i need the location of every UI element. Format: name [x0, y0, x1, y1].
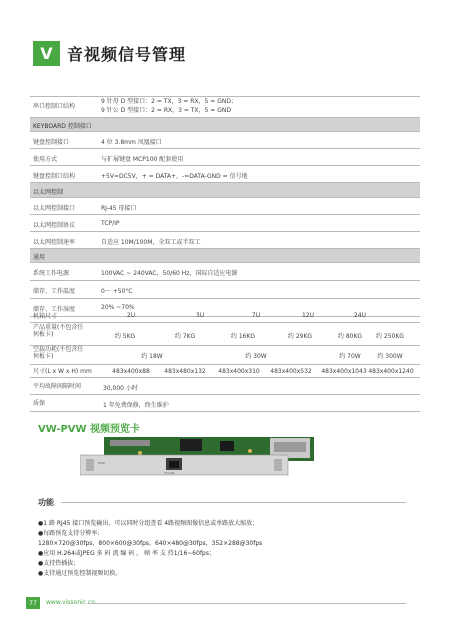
power-cell: 约 18W	[141, 353, 163, 360]
row-value: TCP/IP	[101, 220, 120, 227]
section-title: 音视频信号管理	[67, 45, 187, 64]
card-model-label: PVW	[98, 461, 105, 465]
dim-cell: 483x400x310	[218, 368, 260, 375]
feature-item: ●1 路 RJ45 接口预览输出，可以同时分组查看 4路视频图像信息或单路放大缩放；	[38, 520, 259, 527]
row-value: 0～ +50°C	[101, 288, 133, 295]
table-row-power	[30, 263, 420, 281]
footer-url[interactable]: www.vissonic.cn	[46, 599, 95, 606]
row-label: 空载功耗(不包含任何板卡)	[33, 346, 84, 360]
row-label: 键盘控制口结构	[33, 173, 76, 180]
dim-cell: 483x400x1043	[321, 368, 367, 375]
port-label: TY-LAN	[164, 471, 175, 475]
table-row-mtbf	[30, 378, 420, 395]
warranty-value: 1 年免费保修，终生维护	[103, 402, 169, 409]
band-general	[30, 249, 420, 263]
section-header	[33, 41, 186, 66]
row-label: 平均故障间隔时间	[33, 383, 82, 390]
row-label: 以太网控制接口	[33, 205, 76, 212]
row-label: 储存、工作湿度	[33, 306, 76, 313]
weight-cell: 约 7KG	[174, 333, 196, 340]
table-row-warranty	[30, 395, 420, 412]
row-value-line1: 9 针母 D 型接口：2 = TX，3 = RX，5 = GND；	[101, 98, 237, 105]
power-cell: 约 30W	[245, 353, 267, 360]
table-row-eth-port	[30, 198, 420, 215]
dim-cell: 483x400x532	[270, 368, 312, 375]
dim-cell: 483x400x1240	[368, 368, 414, 375]
weight-cell: 约 5KG	[114, 333, 136, 340]
dim-cell: 483x480x132	[164, 368, 206, 375]
feature-item: ●应用 H.264或JPEG 多 码 流 编 码 ， 帧 率 支 持1/16~60fps；	[38, 550, 215, 557]
row-value-line2: 9 针公 D 型接口：2 = RX，3 = TX，5 = GND	[101, 107, 231, 114]
table-row-idle-power	[30, 346, 420, 365]
band-label: 通用	[33, 254, 46, 261]
row-label: 使用方式	[33, 156, 58, 163]
row-value: 4 位 3.8mm 凤凰接口	[101, 139, 162, 146]
power-cell: 约 300W	[377, 353, 403, 360]
size-cell: 24U	[353, 312, 367, 319]
row-label: 以太网控制速率	[33, 239, 76, 246]
dim-cell: 483x400x88	[112, 368, 150, 375]
section-badge: V	[33, 41, 60, 66]
weight-cell: 约 80KG	[337, 333, 363, 340]
table-row-eth-rate	[30, 232, 420, 249]
table-row-temperature	[30, 281, 420, 299]
table-row-eth-protocol	[30, 215, 420, 232]
row-label: 以太网控制协议	[33, 222, 76, 229]
size-cell: 2U	[126, 312, 136, 319]
mtbf-value: 30,000 小时	[103, 385, 138, 392]
row-value: 20% ~70%	[101, 304, 135, 311]
size-cell: 7U	[251, 312, 261, 319]
table-row-keyboard-port	[30, 132, 420, 149]
row-label: 机箱尺寸	[33, 313, 58, 320]
feature-item: ●支持热插拔；	[38, 560, 80, 567]
band-keyboard	[30, 118, 420, 132]
weight-cell: 约 16KG	[230, 333, 256, 340]
band-label: 以太网控制	[33, 189, 64, 196]
card-illustration	[80, 437, 320, 477]
weight-cell: 约 250KG	[376, 333, 404, 340]
row-value: 100VAC ~ 240VAC，50/60 Hz，国际自适应电源	[101, 270, 238, 277]
functions-divider	[61, 502, 406, 503]
table-row-serial	[30, 96, 420, 118]
row-label: 储存、工作温度	[33, 288, 76, 295]
size-cell: 12U	[301, 312, 315, 319]
row-label: 产品重量(不包含任何板卡)	[33, 324, 84, 338]
row-label: 尺寸(L x W x H) mm	[33, 368, 92, 375]
row-value: 自适应 10M/100M，全双工或半双工	[101, 239, 201, 246]
footer-divider	[88, 603, 406, 604]
table-row-usage	[30, 149, 420, 166]
table-row-chassis-size	[30, 310, 420, 323]
card-title: VW-PVW 视频预览卡	[38, 424, 141, 435]
band-ethernet	[30, 183, 420, 198]
row-value: +5V=DC5V，+ = DATA+，-=DATA-GND = 信号地	[101, 173, 248, 180]
row-value: 与扩展键盘 MCP100 配套使用	[101, 156, 184, 163]
size-cell: 3U	[195, 312, 205, 319]
feature-item: 1280×720@30fps，800×600@30fps，640×480@30fps，352×288@30fps	[38, 540, 263, 547]
table-row-dimensions	[30, 365, 420, 378]
feature-item: ●每路预览支持分辨率:	[38, 530, 100, 537]
table-row-weight	[30, 323, 420, 346]
page-number: 77	[26, 597, 40, 609]
table-row-keyboard-struct	[30, 166, 420, 183]
row-label: 串口控制口结构	[33, 103, 76, 110]
row-label: 系统工作电源	[33, 270, 70, 277]
weight-cell: 约 29KG	[287, 333, 313, 340]
row-label: 质保	[33, 400, 46, 407]
row-value: RJ-45 母接口	[101, 205, 137, 212]
spec-table	[30, 96, 420, 317]
power-cell: 约 70W	[339, 353, 361, 360]
row-label: 键盘控制接口	[33, 139, 70, 146]
functions-title: 功能	[38, 498, 54, 507]
feature-item: ●支持通过预览控制视频切换。	[38, 570, 122, 577]
band-label: KEYBOARD 控制接口	[33, 123, 92, 130]
product-image-pvw-card	[80, 437, 320, 477]
